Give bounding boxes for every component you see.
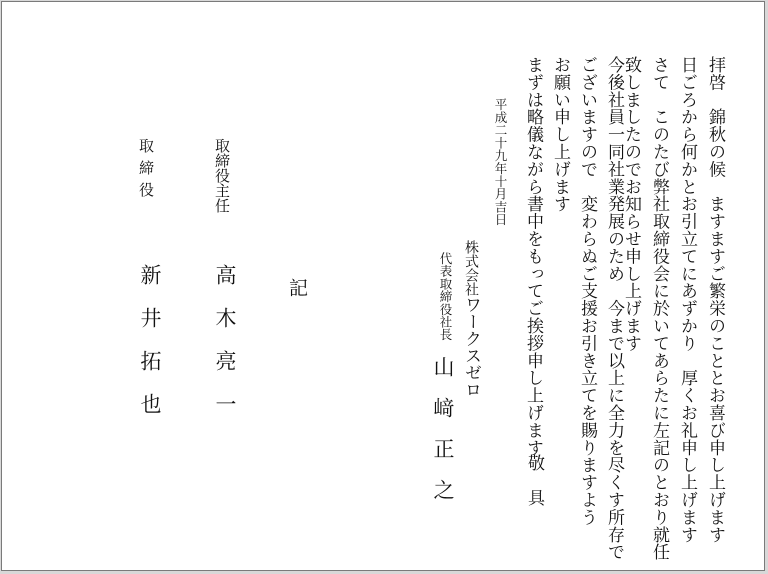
company-prefix: 株式会社	[463, 240, 479, 296]
appointee-1-role: 取締役主任	[213, 138, 231, 213]
appointee-2-role: 取締役	[137, 138, 155, 204]
letter-line-4: 致しましたのでお知らせ申し上げます	[621, 56, 641, 352]
letter-line-7: お願い申し上げます	[550, 56, 570, 213]
appointee-1-name: 高木亮一	[213, 264, 237, 436]
letter-line-6: ございますので 変わらぬご支援お引き立てを賜りますよう	[577, 56, 597, 526]
letter-line-5: 今後社員一同社業発展のため 今まで以上に全力を尽くす所存で	[604, 56, 624, 561]
greeting-card	[1, 1, 765, 571]
representative-name: 山﨑正之	[431, 356, 455, 520]
ki-heading: 記	[286, 278, 308, 297]
closing-keigu: 敬 具	[524, 454, 544, 507]
appointee-2-name: 新井拓也	[138, 264, 162, 436]
letter-line-2: 日ごろから何かとお引立てにあずかり 厚くお礼申し上げます	[677, 56, 697, 544]
letter-line-3: さて このたび弊社取締役会に於いてあらたに左記のとおり就任	[649, 56, 669, 561]
company-brand: ワークスゼロ	[461, 296, 481, 398]
letter-line-8: まずは略儀ながら書中をもってご挨拶申し上げます	[523, 56, 543, 457]
letter-line-1: 拝啓 錦秋の候 ますますご繁栄のこととお喜び申し上げます	[705, 56, 725, 544]
representative-title: 代表取締役社長	[438, 252, 453, 341]
date: 平成二十九年十月吉日	[493, 98, 508, 226]
company-name	[459, 240, 484, 398]
